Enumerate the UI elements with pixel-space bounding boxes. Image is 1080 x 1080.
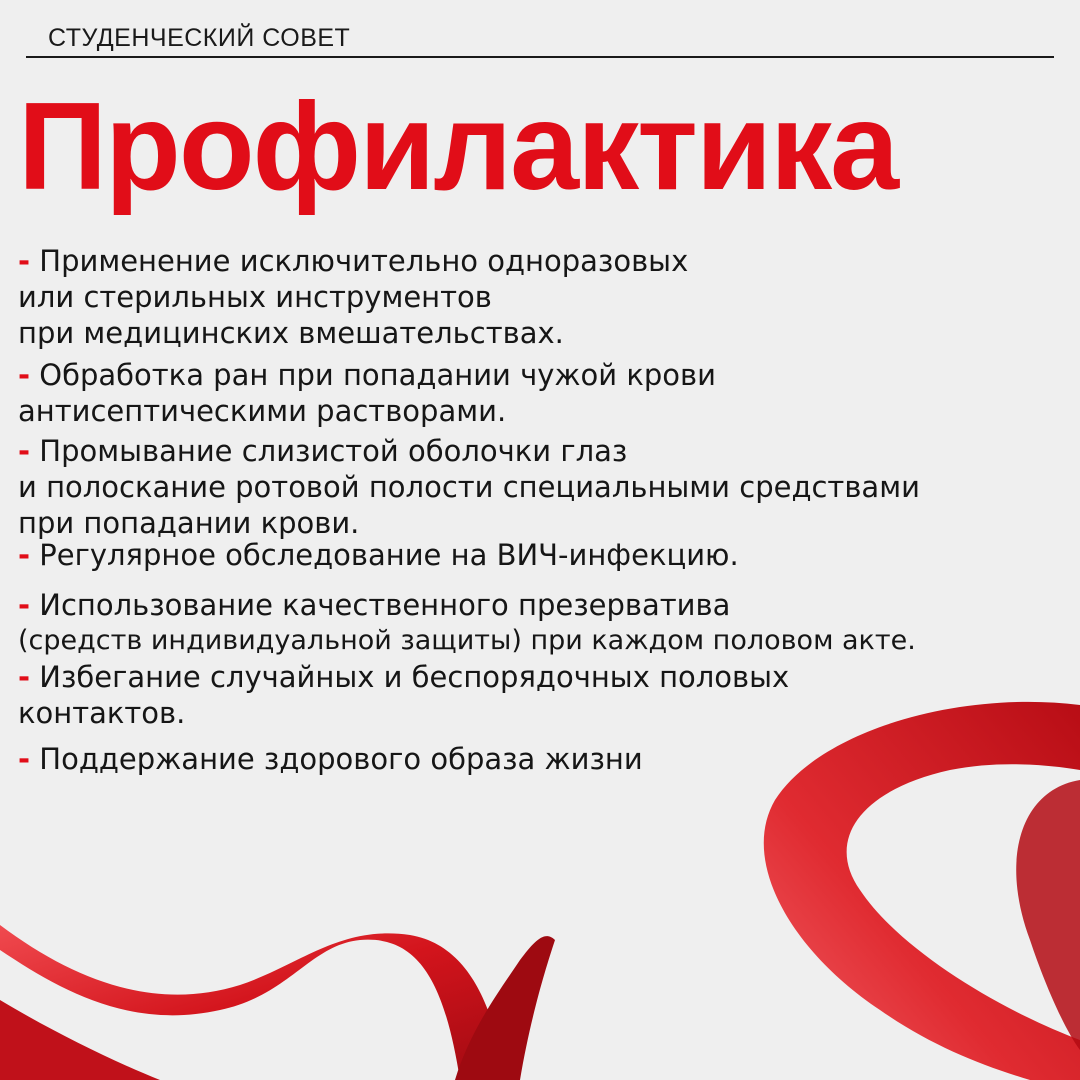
list-item-line: - Избегание случайных и беспорядочных половых [18, 660, 790, 694]
list-item-line: - Использование качественного презерватива [18, 588, 731, 622]
list-item-line: - Поддержание здорового образа жизни [18, 742, 643, 776]
list-item-line: - Регулярное обследование на ВИЧ-инфекцию. [18, 538, 739, 572]
bullet-dash: - [18, 588, 31, 622]
page-title: Профилактика [18, 78, 898, 216]
list-item-line: при медицинских вмешательствах. [18, 316, 564, 350]
list-item-line: антисептическими растворами. [18, 394, 507, 428]
bullet-dash: - [18, 538, 31, 572]
list-item-line: и полоскание ротовой полости специальными средствами [18, 470, 920, 504]
bullet-dash: - [18, 660, 31, 694]
organization-label: СТУДЕНЧЕСКИЙ СОВЕТ [48, 24, 351, 52]
list-item-line: или стерильных инструментов [18, 280, 492, 314]
bullet-dash: - [18, 358, 31, 392]
list-item-line: - Обработка ран при попадании чужой крови [18, 358, 716, 392]
list-item-line: при попадании крови. [18, 506, 360, 540]
list-item-line: контактов. [18, 696, 186, 730]
bullet-dash: - [18, 434, 31, 468]
list-item-line: (средств индивидуальной защиты) при каждом половом акте. [18, 625, 916, 656]
list-item-line: - Применение исключительно одноразовых [18, 244, 689, 278]
bullet-dash: - [18, 742, 31, 776]
list-item-line: - Промывание слизистой оболочки глаз [18, 434, 628, 468]
bullet-dash: - [18, 244, 31, 278]
